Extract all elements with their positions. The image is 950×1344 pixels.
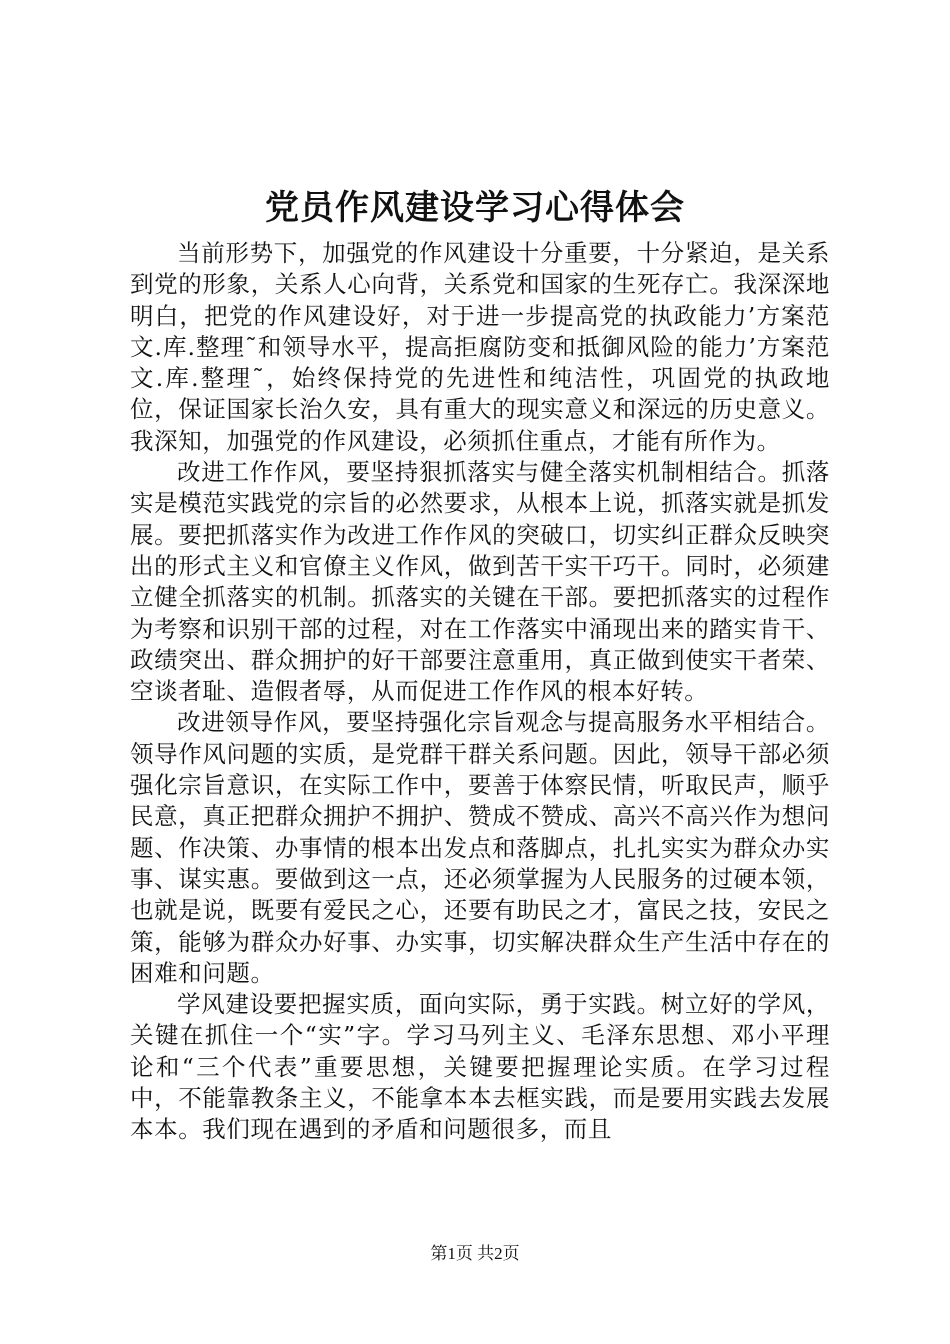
paragraph-1: 当前形势下，加强党的作风建设十分重要，十分紧迫，是关系到党的形象，关系人心向背，关系党和国家的生死存亡。我深深地明白，把党的作风建设好，对于进一步提高党的执政能力’方案范文.库.整理˜和领导水平，提高拒腐防变和抵御风险的能力’方案范文.库.整理˜，始终保持党的先进性和纯洁性，巩固党的执政地位，保证国家长治久安，具有重大的现实意义和深远的历史意义。我深知，加强党的作风建设，必须抓住重点，才能有所作为。 <box>130 239 830 455</box>
page-footer: 第1页 共2页 <box>430 1244 520 1263</box>
body-text <box>130 238 830 1146</box>
paragraph-2: 改进工作作风，要坚持狠抓落实与健全落实机制相结合。抓落实是模范实践党的宗旨的必然要求，从根本上说，抓落实就是抓发展。要把抓落实作为改进工作作风的突破口，切实纠正群众反映突出的形式主义和官僚主义作风，做到苦干实干巧干。同时，必须建立健全抓落实的机制。抓落实的关键在干部。要把抓落实的过程作为考察和识别干部的过程，对在工作落实中涌现出来的踏实肯干、政绩突出、群众拥护的好干部要注意重用，真正做到使实干者荣、空谈者耻、造假者辱，从而促进工作作风的根本好转。 <box>130 458 830 706</box>
paragraph-4: 学风建设要把握实质，面向实际，勇于实践。树立好的学风，关键在抓住一个“实”字。学习马列主义、毛泽东思想、邓小平理论和“三个代表”重要思想，关键要把握理论实质。在学习过程中，不能靠教条主义，不能拿本本去框实践，而是要用实践去发展本本。我们现在遇到的矛盾和问题很多，而且 <box>130 990 830 1144</box>
paragraph-3: 改进领导作风，要坚持强化宗旨观念与提高服务水平相结合。领导作风问题的实质，是党群干群关系问题。因此，领导干部必须强化宗旨意识，在实际工作中，要善于体察民情，听取民声，顺乎民意，真正把群众拥护不拥护、赞成不赞成、高兴不高兴作为想问题、作决策、办事情的根本出发点和落脚点，扎扎实实为群众办实事、谋实惠。要做到这一点，还必须掌握为人民服务的过硬本领，也就是说，既要有爱民之心，还要有助民之才，富民之技，安民之策，能够为群众办好事、办实事，切实解决群众生产生活中存在的困难和问题。 <box>130 708 830 987</box>
page-title: 党员作风建设学习心得体会 <box>265 188 685 228</box>
